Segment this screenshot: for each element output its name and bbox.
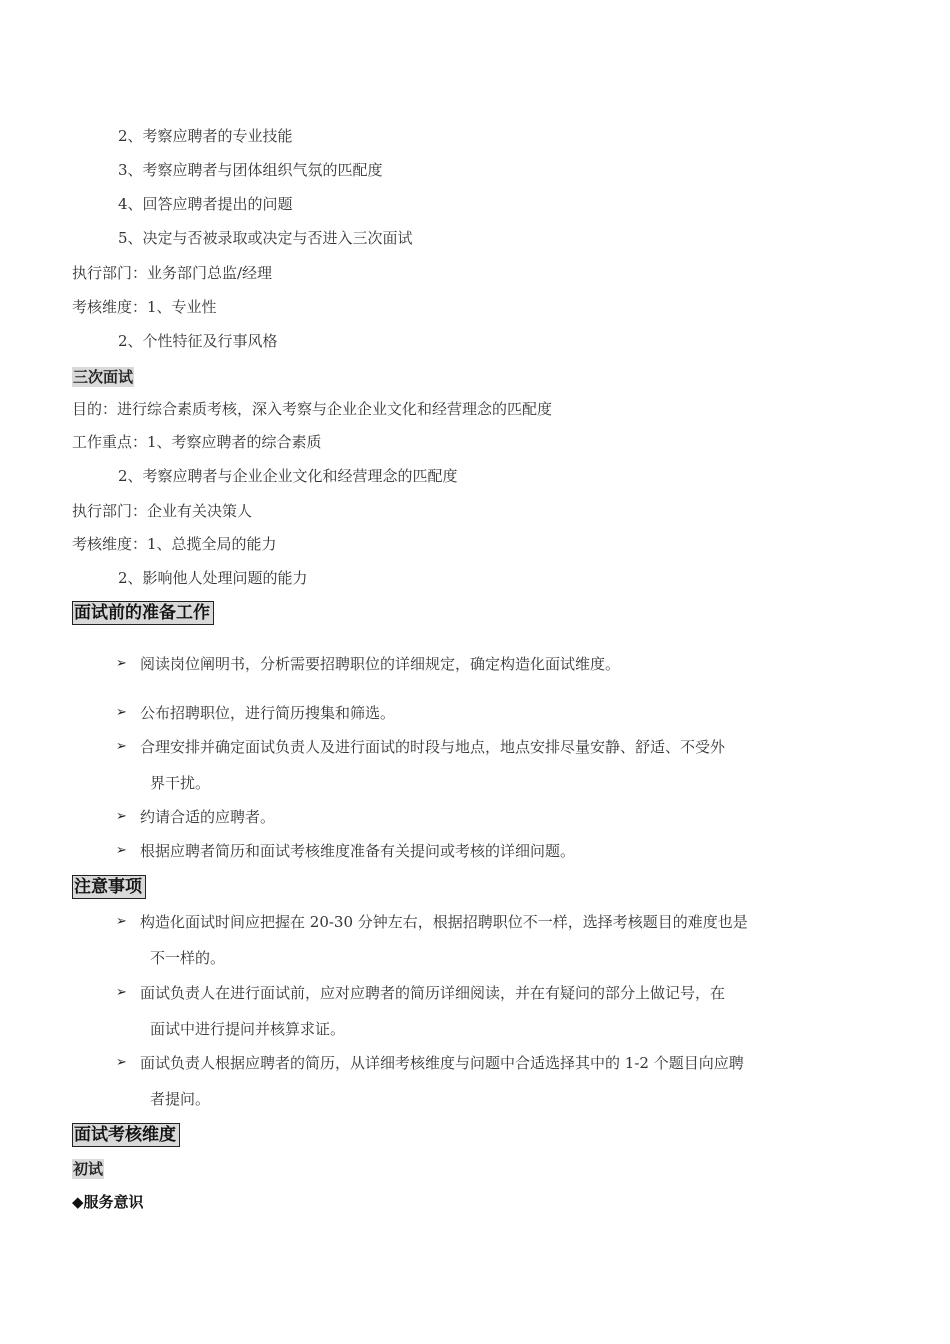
round2-item-5: 5、决定与否被录取或决定与否进入三次面试 xyxy=(118,229,413,247)
bullet-text: 面试负责人在进行面试前，应对应聘者的简历详细阅读，并在有疑问的部分上做记号，在 xyxy=(140,984,726,1002)
round2-dept: 执行部门：业务部门总监/经理 xyxy=(72,264,273,282)
bullet-text: 构造化面试时间应把握在 20-30 分钟左右，根据招聘职位不一样，选择考核题目的难度也是 xyxy=(140,913,748,931)
bullet-continuation: 者提问。 xyxy=(150,1090,211,1108)
prep-bullet xyxy=(116,654,816,674)
prep-bullet xyxy=(116,737,816,793)
bullet-text: 合理安排并确定面试负责人及进行面试的时段与地点，地点安排尽量安静、舒适、不受外 xyxy=(140,738,726,756)
prep-bullet xyxy=(116,841,816,861)
bullet-text: 约请合适的应聘者。 xyxy=(140,808,276,826)
round3-dim-2: 2、影响他人处理问题的能力 xyxy=(118,569,308,587)
round2-item-2: 2、考察应聘者的专业技能 xyxy=(118,127,293,145)
round3-focus-1: 工作重点：1、考察应聘者的综合素质 xyxy=(72,433,322,451)
round3-purpose: 目的：进行综合素质考核，深入考察与企业企业文化和经营理念的匹配度 xyxy=(72,400,553,418)
round2-item-3: 3、考察应聘者与团体组织气氛的匹配度 xyxy=(118,161,383,179)
bullet-text: 公布招聘职位，进行简历搜集和筛选。 xyxy=(140,704,396,722)
bullet-continuation: 面试中进行提问并核算求证。 xyxy=(150,1020,346,1038)
round2-dim-1: 考核维度：1、专业性 xyxy=(72,298,217,316)
round3-heading: 三次面试 xyxy=(73,368,134,386)
arrow-bullet-icon: ➢ xyxy=(116,739,127,754)
bullet-text: 根据应聘者简历和面试考核维度准备有关提问或考核的详细问题。 xyxy=(140,842,576,860)
round2-item-4: 4、回答应聘者提出的问题 xyxy=(118,195,293,213)
round3-dept: 执行部门：企业有关决策人 xyxy=(72,502,253,520)
round3-dim-1: 考核维度：1、总揽全局的能力 xyxy=(72,535,277,553)
arrow-bullet-icon: ➢ xyxy=(116,809,127,824)
arrow-bullet-icon: ➢ xyxy=(116,914,127,929)
arrow-bullet-icon: ➢ xyxy=(116,656,127,671)
prep-heading: 面试前的准备工作 xyxy=(72,601,214,625)
bullet-text: 面试负责人根据应聘者的简历，从详细考核维度与问题中合适选择其中的 1-2 个题目向应聘 xyxy=(140,1054,744,1072)
bullet-text: 阅读岗位阐明书，分析需要招聘职位的详细规定，确定构造化面试维度。 xyxy=(140,655,621,673)
dims-subheading: 初试 xyxy=(73,1160,104,1178)
dims-heading: 面试考核维度 xyxy=(72,1123,180,1147)
notes-bullet xyxy=(116,1053,816,1109)
prep-bullet xyxy=(116,807,816,827)
dims-item: ◆服务意识 xyxy=(72,1193,144,1211)
round3-focus-2: 2、考察应聘者与企业企业文化和经营理念的匹配度 xyxy=(118,467,458,485)
arrow-bullet-icon: ➢ xyxy=(116,985,127,1000)
notes-bullet xyxy=(116,912,816,968)
arrow-bullet-icon: ➢ xyxy=(116,705,127,720)
bullet-continuation: 界干扰。 xyxy=(150,774,211,792)
notes-bullet xyxy=(116,983,816,1039)
arrow-bullet-icon: ➢ xyxy=(116,843,127,858)
round2-dim-2: 2、个性特征及行事风格 xyxy=(118,332,278,350)
prep-bullet xyxy=(116,703,816,723)
bullet-continuation: 不一样的。 xyxy=(150,949,226,967)
arrow-bullet-icon: ➢ xyxy=(116,1055,127,1070)
notes-heading: 注意事项 xyxy=(72,875,146,899)
